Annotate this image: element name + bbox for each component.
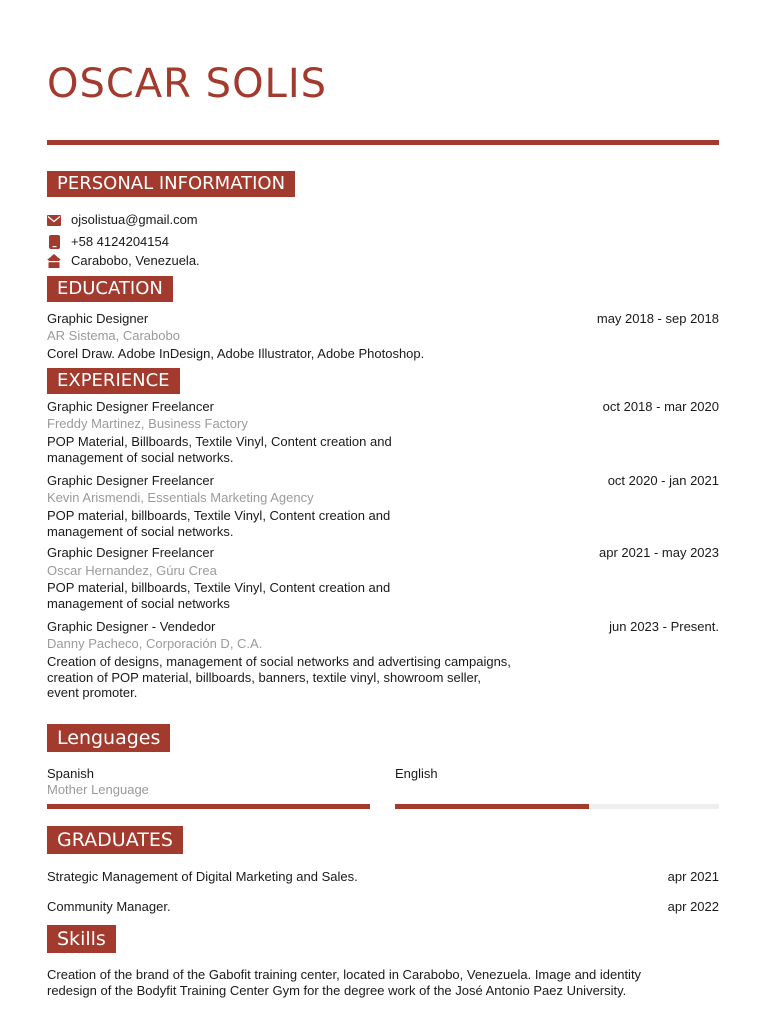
experience-desc-line: management of social networks. (47, 524, 234, 539)
email-text: ojsolistua@gmail.com (71, 212, 198, 227)
experience-employer: Danny Pacheco, Corporación D, C.A. (47, 636, 263, 651)
language-name: English (395, 766, 438, 781)
phone-text: +58 4124204154 (71, 234, 169, 249)
education-title: Graphic Designer (47, 311, 149, 326)
contact-location (47, 253, 200, 269)
education-date: may 2018 - sep 2018 (596, 311, 719, 326)
language-level-bar (395, 804, 719, 809)
experience-title: Graphic Designer Freelancer (47, 473, 214, 488)
experience-date: oct 2020 - jan 2021 (607, 473, 719, 488)
experience-title: Graphic Designer - Vendedor (47, 619, 216, 634)
experience-desc-line: Creation of designs, management of social networks and advertising campaigns, (47, 654, 511, 669)
experience-desc-line: management of social networks (47, 596, 230, 611)
candidate-name: OSCAR SOLIS (47, 61, 328, 107)
experience-desc-line: management of social networks. (47, 450, 234, 465)
experience-title: Graphic Designer Freelancer (47, 545, 214, 560)
experience-desc-line: event promoter. (47, 685, 138, 700)
header-divider (47, 140, 719, 145)
experience-desc-line: creation of POP material, billboards, banners, textile vinyl, showroom seller, (47, 670, 482, 685)
experience-employer: Oscar Hernandez, Gúru Crea (47, 563, 217, 578)
experience-desc-line: POP material, billboards, Textile Vinyl, Content creation and (47, 580, 391, 595)
graduate-title: Community Manager. (47, 899, 171, 914)
language-level-fill (395, 804, 589, 809)
experience-date: oct 2018 - mar 2020 (602, 399, 719, 414)
skills-text-line: Creation of the brand of the Gabofit training center, located in Carabobo, Venezuela. Image and identity (47, 967, 642, 982)
envelope-icon (47, 213, 61, 227)
location-text: Carabobo, Venezuela. (71, 253, 200, 268)
section-personal-information: PERSONAL INFORMATION (47, 171, 295, 197)
section-languages: Lenguages (47, 724, 170, 752)
section-experience: EXPERIENCE (47, 368, 180, 394)
home-icon (47, 254, 61, 268)
experience-date: apr 2021 - may 2023 (599, 545, 719, 560)
experience-employer: Freddy Martinez, Business Factory (47, 416, 248, 431)
phone-icon (47, 235, 61, 249)
section-graduates: GRADUATES (47, 826, 183, 854)
experience-employer: Kevin Arismendi, Essentials Marketing Agency (47, 490, 314, 505)
graduate-date: apr 2022 (667, 899, 719, 914)
education-place: AR Sistema, Carabobo (47, 328, 180, 343)
experience-desc-line: POP material, billboards, Textile Vinyl, Content creation and (47, 508, 391, 523)
contact-phone (47, 234, 169, 250)
experience-date: jun 2023 - Present. (609, 619, 719, 634)
section-skills: Skills (47, 925, 116, 953)
education-desc: Corel Draw. Adobe InDesign, Adobe Illustrator, Adobe Photoshop. (47, 346, 425, 361)
section-education: EDUCATION (47, 276, 173, 302)
experience-desc-line: POP Material, Billboards, Textile Vinyl, Content creation and (47, 434, 392, 449)
language-level-bar (47, 804, 370, 809)
graduate-title: Strategic Management of Digital Marketing and Sales. (47, 869, 358, 884)
language-name: Spanish (47, 766, 94, 781)
language-level-label: Mother Lenguage (47, 782, 149, 797)
language-level-fill (47, 804, 370, 809)
contact-email (47, 212, 198, 228)
graduate-date: apr 2021 (667, 869, 719, 884)
experience-title: Graphic Designer Freelancer (47, 399, 214, 414)
skills-text-line: redesign of the Bodyfit Training Center Gym for the degree work of the José Antonio Paez University. (47, 983, 627, 998)
